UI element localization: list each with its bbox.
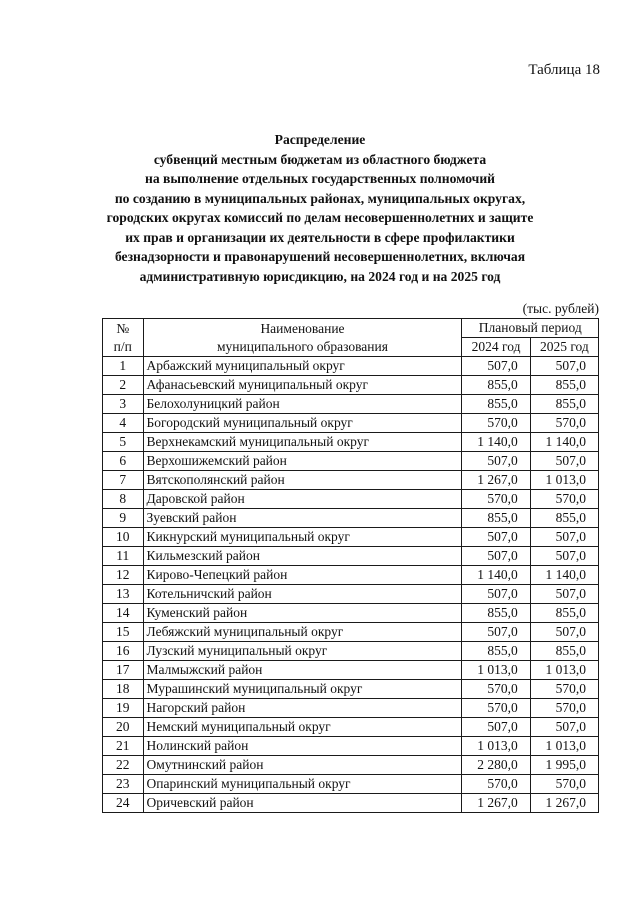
header-number — [103, 319, 144, 357]
row-value-2025: 507,0 — [530, 547, 598, 566]
row-value-2025: 507,0 — [530, 528, 598, 547]
row-value-2025: 1 140,0 — [530, 566, 598, 585]
header-number-line1: № — [116, 320, 130, 336]
table-label: Таблица 18 — [528, 62, 600, 78]
row-number: 11 — [103, 547, 144, 566]
table-row — [103, 547, 599, 566]
table-row — [103, 566, 599, 585]
row-value-2024: 570,0 — [462, 414, 530, 433]
row-value-2024: 570,0 — [462, 699, 530, 718]
row-municipality-name: Омутнинский район — [143, 756, 462, 775]
row-municipality-name: Зуевский район — [143, 509, 462, 528]
table-row — [103, 680, 599, 699]
row-municipality-name: Немский муниципальный округ — [143, 718, 462, 737]
title-line: Распределение — [274, 132, 366, 147]
row-number: 2 — [103, 376, 144, 395]
row-number: 9 — [103, 509, 144, 528]
row-value-2024: 1 140,0 — [462, 566, 530, 585]
row-value-2025: 855,0 — [530, 642, 598, 661]
row-number: 14 — [103, 604, 144, 623]
row-municipality-name: Богородский муниципальный округ — [143, 414, 462, 433]
row-number: 3 — [103, 395, 144, 414]
row-municipality-name: Вятскополянский район — [143, 471, 462, 490]
row-municipality-name: Белохолуницкий район — [143, 395, 462, 414]
row-municipality-name: Кикнурский муниципальный округ — [143, 528, 462, 547]
header-period: Плановый период — [462, 319, 599, 338]
row-value-2025: 1 013,0 — [530, 737, 598, 756]
row-number: 17 — [103, 661, 144, 680]
row-value-2024: 507,0 — [462, 585, 530, 604]
row-value-2025: 1 013,0 — [530, 661, 598, 680]
row-value-2025: 570,0 — [530, 775, 598, 794]
row-municipality-name: Арбажский муниципальный округ — [143, 357, 462, 376]
row-number: 8 — [103, 490, 144, 509]
row-value-2025: 507,0 — [530, 623, 598, 642]
title-line: на выполнение отдельных государственных полномочий — [144, 171, 496, 186]
row-value-2024: 1 267,0 — [462, 471, 530, 490]
row-value-2025: 507,0 — [530, 357, 598, 376]
row-value-2024: 855,0 — [462, 395, 530, 414]
table-row — [103, 357, 599, 376]
row-value-2025: 570,0 — [530, 490, 598, 509]
row-value-2025: 507,0 — [530, 452, 598, 471]
table-row — [103, 775, 599, 794]
row-value-2024: 855,0 — [462, 642, 530, 661]
row-municipality-name: Даровской район — [143, 490, 462, 509]
row-value-2024: 1 267,0 — [462, 794, 530, 813]
row-value-2024: 507,0 — [462, 452, 530, 471]
row-number: 7 — [103, 471, 144, 490]
table-row — [103, 699, 599, 718]
row-number: 5 — [103, 433, 144, 452]
row-value-2025: 1 995,0 — [530, 756, 598, 775]
subvention-table — [102, 318, 599, 813]
table-row — [103, 756, 599, 775]
table-row — [103, 490, 599, 509]
row-number: 12 — [103, 566, 144, 585]
header-name-line2: муниципального образования — [217, 338, 388, 354]
title-line: их прав и организации их деятельности в сфере профилактики — [125, 229, 515, 245]
row-municipality-name: Мурашинский муниципальный округ — [143, 680, 462, 699]
units-note: (тыс. рублей) — [522, 301, 599, 316]
table-row — [103, 395, 599, 414]
row-number: 18 — [103, 680, 144, 699]
row-value-2025: 570,0 — [530, 414, 598, 433]
row-municipality-name: Котельничский район — [143, 585, 462, 604]
row-municipality-name: Нагорский район — [143, 699, 462, 718]
row-value-2025: 855,0 — [530, 376, 598, 395]
row-value-2024: 1 013,0 — [462, 737, 530, 756]
row-number: 22 — [103, 756, 144, 775]
table-row — [103, 452, 599, 471]
header-year-2024: 2024 год — [462, 338, 530, 357]
row-value-2024: 855,0 — [462, 509, 530, 528]
row-value-2024: 507,0 — [462, 718, 530, 737]
table-row — [103, 433, 599, 452]
row-value-2025: 1 013,0 — [530, 471, 598, 490]
title-line: безнадзорности и правонарушений несовершеннолетних, включая — [114, 249, 526, 264]
document-title — [70, 130, 570, 286]
row-municipality-name: Куменский район — [143, 604, 462, 623]
row-value-2024: 2 280,0 — [462, 756, 530, 775]
row-value-2024: 570,0 — [462, 775, 530, 794]
row-number: 15 — [103, 623, 144, 642]
row-value-2024: 507,0 — [462, 623, 530, 642]
row-municipality-name: Опаринский муниципальный округ — [143, 775, 462, 794]
row-value-2025: 855,0 — [530, 395, 598, 414]
row-value-2025: 570,0 — [530, 699, 598, 718]
title-line: субвенций местным бюджетам из областного бюджета — [153, 151, 487, 167]
row-number: 4 — [103, 414, 144, 433]
table-row — [103, 471, 599, 490]
row-number: 24 — [103, 794, 144, 813]
row-municipality-name: Лузский муниципальный округ — [143, 642, 462, 661]
row-value-2024: 507,0 — [462, 528, 530, 547]
row-number: 13 — [103, 585, 144, 604]
row-value-2024: 507,0 — [462, 547, 530, 566]
table-row — [103, 661, 599, 680]
row-municipality-name: Верхошижемский район — [143, 452, 462, 471]
table-row — [103, 737, 599, 756]
row-number: 21 — [103, 737, 144, 756]
table-row — [103, 585, 599, 604]
row-value-2025: 855,0 — [530, 509, 598, 528]
row-municipality-name: Афанасьевский муниципальный округ — [143, 376, 462, 395]
row-value-2024: 507,0 — [462, 357, 530, 376]
row-value-2025: 1 267,0 — [530, 794, 598, 813]
table-body — [103, 357, 599, 813]
row-value-2025: 1 140,0 — [530, 433, 598, 452]
header-name — [143, 319, 462, 357]
row-value-2025: 570,0 — [530, 680, 598, 699]
row-municipality-name: Нолинский район — [143, 737, 462, 756]
row-value-2024: 855,0 — [462, 376, 530, 395]
row-value-2024: 570,0 — [462, 680, 530, 699]
title-line: городских округах комиссий по делам несовершеннолетних и защите — [106, 210, 534, 225]
table-row — [103, 414, 599, 433]
row-number: 1 — [103, 357, 144, 376]
header-number-line2: п/п — [113, 338, 132, 354]
title-line: по созданию в муниципальных районах, муниципальных округах, — [114, 190, 526, 206]
row-number: 10 — [103, 528, 144, 547]
header-year-2025: 2025 год — [530, 338, 598, 357]
row-municipality-name: Кирово-Чепецкий район — [143, 566, 462, 585]
row-value-2024: 1 013,0 — [462, 661, 530, 680]
table-row — [103, 794, 599, 813]
row-municipality-name: Оричевский район — [143, 794, 462, 813]
title-line: административную юрисдикцию, на 2024 год и на 2025 год — [139, 268, 501, 284]
table-row — [103, 528, 599, 547]
table-row — [103, 604, 599, 623]
row-value-2024: 570,0 — [462, 490, 530, 509]
row-municipality-name: Малмыжский район — [143, 661, 462, 680]
row-number: 16 — [103, 642, 144, 661]
table-row — [103, 376, 599, 395]
row-municipality-name: Верхнекамский муниципальный округ — [143, 433, 462, 452]
row-number: 6 — [103, 452, 144, 471]
row-number: 23 — [103, 775, 144, 794]
header-name-line1: Наименование — [260, 320, 345, 336]
row-value-2025: 507,0 — [530, 718, 598, 737]
table-row — [103, 718, 599, 737]
row-value-2025: 507,0 — [530, 585, 598, 604]
table-row — [103, 642, 599, 661]
row-value-2024: 1 140,0 — [462, 433, 530, 452]
row-value-2024: 855,0 — [462, 604, 530, 623]
row-number: 19 — [103, 699, 144, 718]
row-value-2025: 855,0 — [530, 604, 598, 623]
row-municipality-name: Лебяжский муниципальный округ — [143, 623, 462, 642]
row-municipality-name: Кильмезский район — [143, 547, 462, 566]
table-row — [103, 623, 599, 642]
row-number: 20 — [103, 718, 144, 737]
table-row — [103, 509, 599, 528]
